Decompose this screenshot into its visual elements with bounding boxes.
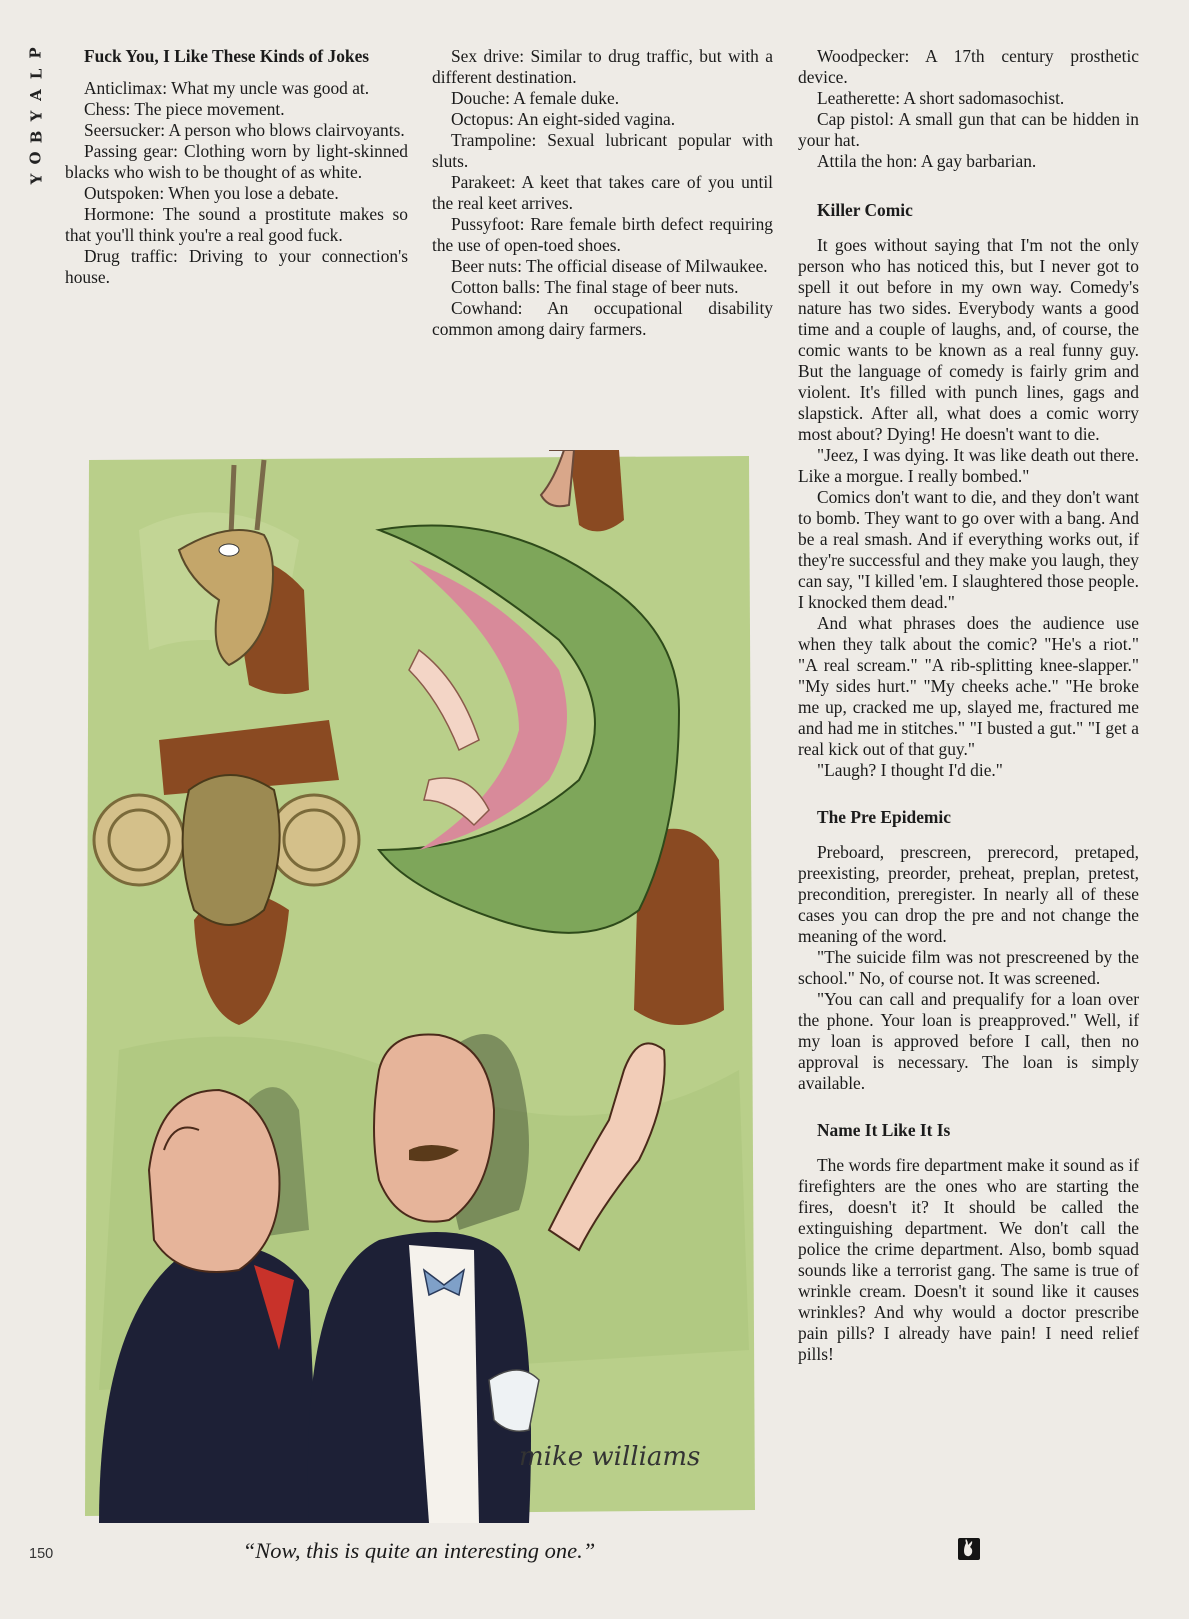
paragraph: Passing gear: Clothing worn by light-skinned blacks who wish to be thought of as white. (65, 141, 408, 182)
rabbit-head-icon (958, 1538, 980, 1560)
paragraph: Hormone: The sound a prostitute makes so that you'll think you're a real good fuck. (65, 204, 408, 245)
paragraph: Seersucker: A person who blows clairvoyants. (84, 120, 405, 140)
paragraph: Cotton balls: The final stage of beer nuts. (451, 277, 739, 297)
paragraph: Cowhand: An occupational disability common among dairy farmers. (432, 298, 773, 339)
paragraph: And what phrases does the audience use when they talk about the comic? "He's a riot." "A real scream." "A rib-splitting knee-slapper." "My sides hurt." "My cheeks ache." "He broke me up, cracked me up, slayed me, fractured me and had me in stitches." "I busted a gut." "I get a real kick out of that guy." (798, 613, 1139, 759)
paragraph: Octopus: An eight-sided vagina. (451, 109, 676, 129)
paragraph: "The suicide film was not prescreened by the school." No, of course not. It was screened. (798, 947, 1139, 988)
paragraph: Parakeet: A keet that takes care of you until the real keet arrives. (432, 172, 773, 213)
paragraph: Anticlimax: What my uncle was good at. (84, 78, 370, 98)
cartoon-caption: “Now, this is quite an interesting one.” (242, 1538, 596, 1563)
paragraph: The words fire department make it sound as if firefighters are the ones who are starting the fires, doesn't it? It should be called the extinguishing department. We don't call the police the crime department. Also, bomb squad sounds like a terrorist gang. The same is true of wrinkle cream. Doesn't it sound like it causes wrinkles? And why would a doctor prescribe pain pills? I already have pain! I need relief pills! (798, 1155, 1139, 1364)
paragraph: Leatherette: A short sadomasochist. (817, 88, 1065, 108)
paragraph: Comics don't want to die, and they don't want to bomb. They want to go over with a bang. And be a real smash. And if everything works out, if they're successful and they make you laugh, they can say, "I killed 'em. I slaughtered those people. I knocked them dead." (798, 487, 1139, 612)
column-right (798, 46, 1139, 1365)
paragraph: Trampoline: Sexual lubricant popular with sluts. (432, 130, 773, 171)
paragraph: Drug traffic: Driving to your connection's house. (65, 246, 408, 287)
masthead-letter: L (26, 68, 45, 80)
section-heading: The Pre Epidemic (817, 807, 951, 827)
masthead-letter: B (27, 130, 45, 144)
paragraph: Pussyfoot: Rare female birth defect requiring the use of open-toed shoes. (432, 214, 773, 255)
cartoonist-signature: mike williams (519, 1442, 701, 1472)
column-left (65, 46, 408, 288)
paragraph: "Laugh? I thought I'd die." (817, 760, 1003, 780)
section-heading: Killer Comic (817, 200, 913, 220)
paragraph: Preboard, prescreen, prerecord, pretaped, preexisting, preorder, preheat, preplan, pretest, precondition, preregister. In nearly all of these cases you can drop the pre and not change the meaning of the word. (798, 842, 1139, 946)
masthead-letter: O (26, 151, 45, 165)
paragraph: It goes without saying that I'm not the only person who has noticed this, but I never got to spell it out before in my own way. Comedy's nature has two sides. Everybody wants a good time and a couple of laughs, and, of course, the comic wants to be known as a real funny guy. But the language of comedy is fairly grim and violent. It's filled with punch lines, gags and slapstick. After all, what does a comic worry most about? Dying! He doesn't want to die. (798, 235, 1139, 444)
paragraph: Chess: The piece movement. (84, 99, 285, 119)
masthead-letter: A (26, 89, 45, 101)
paragraph: Woodpecker: A 17th century prosthetic device. (798, 46, 1139, 87)
paragraph: Outspoken: When you lose a debate. (84, 183, 339, 203)
paragraph: Beer nuts: The official disease of Milwaukee. (451, 256, 768, 276)
paragraph: Attila the hon: A gay barbarian. (817, 151, 1037, 171)
paragraph: Douche: A female duke. (451, 88, 620, 108)
masthead-letter: P (27, 47, 45, 59)
paragraph: "Jeez, I was dying. It was like death out there. Like a morgue. I really bombed." (798, 445, 1139, 486)
section-heading: Name It Like It Is (817, 1120, 951, 1140)
paragraph: "You can call and prequalify for a loan over the phone. Your loan is preapproved." Well, if my loan is approved before I call, then no approval is necessary. The loan is simply available. (798, 989, 1139, 1093)
column-middle (432, 46, 773, 340)
paragraph: Sex drive: Similar to drug traffic, but with a different destination. (432, 46, 773, 87)
page-number: 150 (29, 1546, 54, 1562)
cartoon-illustration (79, 450, 759, 1523)
masthead-letter: Y (27, 173, 45, 185)
masthead-letter: Y (27, 110, 45, 122)
section-heading: Fuck You, I Like These Kinds of Jokes (84, 46, 370, 66)
paragraph: Cap pistol: A small gun that can be hidden in your hat. (798, 109, 1139, 150)
playboy-masthead (26, 46, 46, 186)
